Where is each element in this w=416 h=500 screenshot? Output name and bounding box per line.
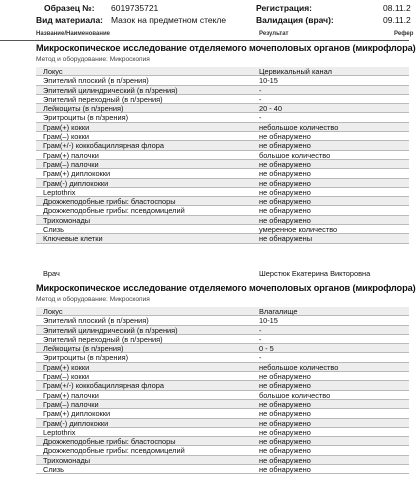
table-row [36,316,409,325]
test-result: - [259,85,262,95]
test-name: Грам(–) кокки [43,372,89,382]
test-name: Грам(–) палочки [43,159,99,169]
test-name: Слизь [43,465,65,475]
table-row [36,206,409,215]
test-result: Цервикальный канал [259,67,332,76]
column-header-name: Название/Наименование [36,31,111,37]
test-name: Эпителий переходный (в п/зрения) [43,334,163,344]
test-result: не обнаружено [259,197,311,207]
section-method: Метод и оборудование: Микроскопия [36,296,150,303]
table-row [36,335,409,344]
test-result: не обнаружено [259,409,311,419]
test-name: Эритроциты (в п/зрения) [43,353,129,363]
test-result: не обнаружено [259,399,311,409]
section-title: Микроскопическое исследование отделяемого мочеполовых органов (микрофлора) [36,283,416,293]
test-name: Грам(+/-) коккобациллярная флора [43,381,164,391]
test-result: не обнаружено [259,381,311,391]
table-row [36,216,409,225]
table-row [36,197,409,206]
test-result: не обнаружено [259,372,311,382]
test-name: Дрожжеподобные грибы: псевдомицелий [43,446,185,456]
table-row [36,234,409,243]
test-result: не обнаружено [259,455,311,465]
table-row [36,391,409,400]
validation-label: Валидация (врач): [256,15,334,25]
table-row [36,465,409,474]
table-row [36,400,409,409]
test-result: умеренное количество [259,225,338,235]
column-headers [0,30,414,41]
table-row [36,104,409,113]
test-result: не обнаружено [259,427,311,437]
table-row [36,381,409,390]
test-result: 20 - 40 [259,104,283,114]
registration-label: Регистрация: [256,3,313,13]
table-row [36,160,409,169]
table-row [36,76,409,85]
material-type-label: Вид материала: [36,15,104,25]
validation-date: 09.11.2 [383,15,411,25]
test-result: - [259,325,262,335]
test-result: 0 - 5 [259,344,274,354]
test-result: большое количество [259,150,331,160]
test-name: Дрожжеподобные грибы: бластоспоры [43,197,176,207]
table-row [36,188,409,197]
test-name: Эпителий переходный (в п/зрения) [43,94,163,104]
test-name: Грам(+) палочки [43,390,99,400]
test-name: Грам(-) диплококки [43,178,109,188]
test-result: не обнаружено [259,178,311,188]
test-result: 10-15 [259,76,278,86]
report-header [0,0,409,28]
test-name: Трихомонады [43,215,91,225]
test-name: Эпителий плоский (в п/зрения) [43,316,149,326]
test-name: Грам(+) диплококки [43,409,111,419]
test-result: большое количество [259,390,331,400]
test-name: Грам(-) диплококки [43,418,109,428]
table-row [36,326,409,335]
test-result: не обнаружено [259,187,311,197]
table-row [36,132,409,141]
test-name: Leptothrix [43,427,76,437]
test-name: Эпителий плоский (в п/зрения) [43,76,149,86]
test-name: Грам(+) палочки [43,150,99,160]
table-row [36,141,409,150]
test-result: не обнаружено [259,437,311,447]
test-result: - [259,334,262,344]
test-result: Влагалище [259,307,298,316]
table-row [36,428,409,437]
test-result: - [259,94,262,104]
test-name: Грам(–) палочки [43,399,99,409]
section-title: Микроскопическое исследование отделяемого мочеполовых органов (микрофлора) [36,43,416,53]
test-name: Трихомонады [43,455,91,465]
table-row [36,179,409,188]
test-name: Эпителий цилиндрический (в п/зрения) [43,85,178,95]
table-row [36,363,409,372]
sample-number-label: Образец №: [44,3,95,13]
test-result: не обнаружено [259,159,311,169]
table-row [36,409,409,418]
test-result: не обнаружены [259,234,313,244]
doctor-name: Шерстюк Екатерина Викторовна [259,269,371,278]
column-header-result: Результат [259,31,289,37]
test-name: Эпителий цилиндрический (в п/зрения) [43,325,178,335]
table-row [36,437,409,446]
test-name: Грам(–) кокки [43,132,89,142]
test-result: небольшое количество [259,362,339,372]
test-result: не обнаружено [259,465,311,475]
table-row [36,307,409,316]
table-row [36,446,409,455]
table-row [36,225,409,234]
test-name: Дрожжеподобные грибы: бластоспоры [43,437,176,447]
table-row [36,169,409,178]
table-row [36,372,409,381]
test-name: Слизь [43,225,65,235]
test-name: Ключевые клетки [43,234,103,244]
test-result: не обнаружено [259,169,311,179]
doctor-row [36,269,409,279]
results-table [36,67,409,244]
test-name: Лейкоциты (в п/зрения) [43,104,124,114]
table-row [36,86,409,95]
test-result: - [259,113,262,123]
test-name: Грам(+) кокки [43,122,90,132]
test-name: Leptothrix [43,187,76,197]
test-name: Лейкоциты (в п/зрения) [43,344,124,354]
section-method: Метод и оборудование: Микроскопия [36,56,150,63]
test-result: 10-15 [259,316,278,326]
table-row [36,456,409,465]
registration-date: 08.11.2 [383,3,411,13]
test-result: не обнаружено [259,446,311,456]
test-result: не обнаружено [259,418,311,428]
table-row [36,95,409,104]
table-row [36,344,409,353]
test-name: Грам(+/-) коккобациллярная флора [43,141,164,151]
table-row [36,123,409,132]
column-header-reference: Рефер [394,31,414,37]
test-name: Эритроциты (в п/зрения) [43,113,129,123]
test-result: не обнаружено [259,132,311,142]
test-result: небольшое количество [259,122,339,132]
test-result: не обнаружено [259,141,311,151]
test-result: не обнаружено [259,215,311,225]
test-name: Грам(+) диплококки [43,169,111,179]
table-row [36,419,409,428]
test-name: Грам(+) кокки [43,362,90,372]
test-name: Локус [43,67,63,76]
table-row [36,67,409,76]
test-name: Дрожжеподобные грибы: псевдомицелий [43,206,185,216]
table-row [36,353,409,362]
test-result: - [259,353,262,363]
material-type-value: Мазок на предметном стекле [111,15,227,25]
table-row [36,151,409,160]
results-table [36,307,409,474]
test-name: Локус [43,307,63,316]
sample-number-value: 6019735721 [111,3,159,13]
doctor-label: Врач [43,269,60,278]
test-result: не обнаружено [259,206,311,216]
table-row [36,113,409,122]
